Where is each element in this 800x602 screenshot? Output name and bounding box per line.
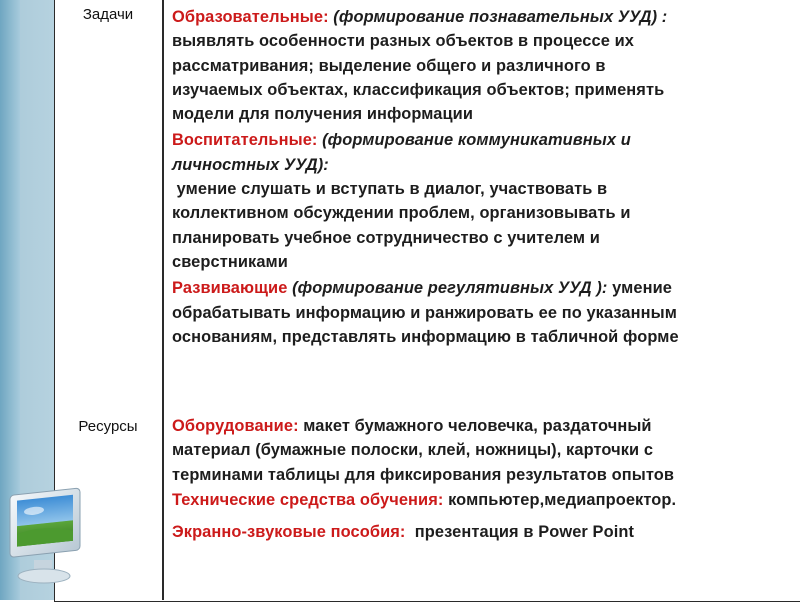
content-line: планировать учебное сотрудничество с учителем и bbox=[172, 228, 600, 247]
tasks-educational bbox=[172, 5, 792, 126]
content-text: компьютер,медиапроектор. bbox=[443, 490, 677, 509]
resources-content bbox=[172, 414, 792, 544]
content-line: материал (бумажные полоски, клей, ножницы), карточки с bbox=[172, 441, 654, 460]
content-line bbox=[172, 128, 792, 152]
resources-technical bbox=[172, 488, 792, 512]
content-line bbox=[172, 488, 792, 512]
content-line: выявлять особенности разных объектов в процессе их bbox=[172, 32, 634, 51]
resources-equipment bbox=[172, 414, 792, 487]
content-line bbox=[172, 414, 792, 438]
tasks-upbringing bbox=[172, 128, 792, 274]
content-text: презентация в Power Point bbox=[405, 523, 635, 542]
content-line: основаниям, представлять информацию в табличной форме bbox=[172, 327, 679, 346]
note-cognitive-uud: (формирование познавательных УУД) : bbox=[333, 8, 668, 26]
content-line: рассматривания; выделение общего и различного в bbox=[172, 56, 606, 75]
note-regulative-uud: (формирование регулятивных УУД ): bbox=[292, 279, 608, 298]
heading-equipment: Оборудование: bbox=[172, 417, 299, 435]
heading-developmental: Развивающие bbox=[172, 279, 293, 298]
heading-educational: Образовательные: bbox=[172, 8, 334, 26]
heading-audiovisual: Экранно-звуковые пособия: bbox=[172, 523, 406, 542]
resources-audiovisual bbox=[172, 520, 792, 544]
content-text: макет бумажного человечка, раздаточный bbox=[298, 417, 652, 435]
content-line: изучаемых объектах, классификация объектов; применять bbox=[172, 80, 665, 99]
content-line: коллективном обсуждении проблем, организовывать и bbox=[172, 204, 631, 223]
content-line: терминами таблицы для фиксирования результатов опытов bbox=[172, 465, 675, 484]
content-line: обрабатывать информацию и ранжировать ее по указанным bbox=[172, 303, 677, 322]
heading-technical: Технические средства обучения: bbox=[172, 490, 444, 509]
content-line bbox=[172, 5, 792, 29]
content-line: личностных УУД): bbox=[172, 155, 329, 174]
computer-monitor-icon bbox=[4, 484, 88, 588]
content-line: сверстниками bbox=[172, 252, 288, 271]
column-divider bbox=[162, 0, 164, 600]
tasks-content bbox=[172, 5, 792, 349]
row-label-tasks: Задачи bbox=[82, 6, 134, 23]
content-line bbox=[172, 276, 792, 300]
heading-upbringing: Воспитательные: bbox=[172, 131, 323, 150]
row-label-resources: Ресурсы bbox=[78, 418, 138, 435]
content-line: умение слушать и вступать в диалог, участвовать в bbox=[172, 180, 608, 199]
content-line bbox=[172, 520, 792, 544]
note-communicative-uud: (формирование коммуникативных и bbox=[322, 131, 631, 150]
content-line: модели для получения информации bbox=[172, 105, 474, 124]
tasks-developmental bbox=[172, 276, 792, 349]
content-text: умение bbox=[607, 279, 672, 298]
